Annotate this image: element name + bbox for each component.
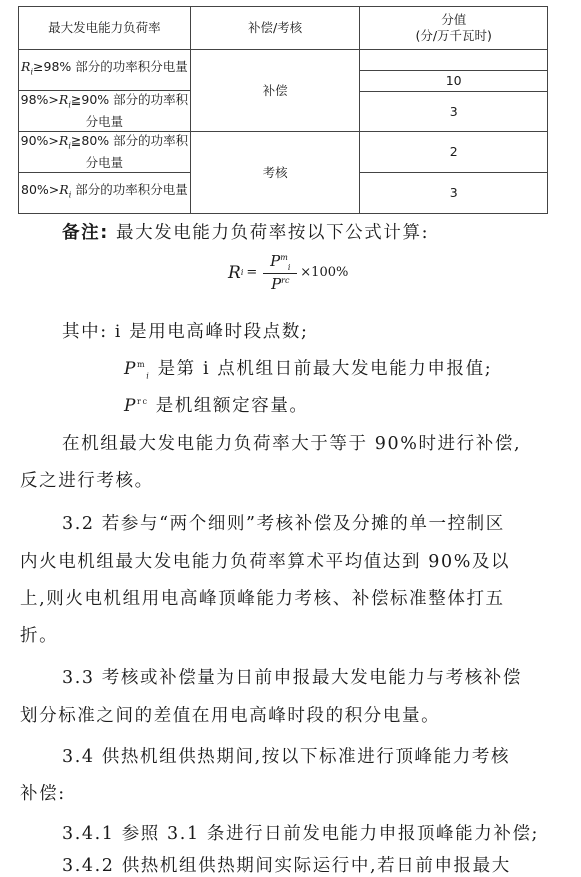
- row-desc-sub: i: [68, 190, 72, 200]
- def-p2-text: 是机组额定容量。: [155, 396, 309, 416]
- header-score-title: 分值: [441, 12, 467, 27]
- body-line: 折。: [20, 626, 59, 646]
- formula-lhs: R: [228, 262, 241, 283]
- row-desc-text: ≧80% 部分的功率积分电量: [70, 133, 189, 170]
- fraction-bar: [263, 273, 297, 274]
- row-desc-4: [19, 173, 191, 214]
- def-i-text: 是用电高峰时段点数;: [129, 322, 309, 342]
- row-desc-1: [19, 50, 191, 91]
- denominator-symbol: P: [271, 275, 282, 293]
- row-desc-var: R: [58, 92, 69, 108]
- row-desc-text: ≥98% 部分的功率积分电量: [33, 59, 188, 75]
- value-1-cell: 10: [360, 71, 548, 92]
- row-desc-text: ≧90% 部分的功率积分电量: [70, 92, 189, 129]
- def-p1-sub: i: [146, 371, 151, 381]
- row-desc-pre: 98%>: [20, 92, 59, 108]
- header-score: [360, 7, 548, 50]
- numerator-sup: m: [280, 253, 288, 262]
- body-line: 3.3 考核或补偿量为日前申报最大发电能力与考核补偿: [62, 668, 522, 688]
- row-desc-sub: i: [30, 67, 34, 77]
- body-line: 划分标准之间的差值在用电高峰时段的积分电量。: [20, 706, 441, 726]
- value-1: [360, 50, 548, 71]
- row-desc-var: R: [58, 133, 69, 149]
- note-line: [62, 219, 429, 244]
- header-load-rate: 最大发电能力负荷率: [19, 7, 191, 50]
- row-desc-var: R: [59, 182, 69, 198]
- value-2: 3: [360, 92, 548, 132]
- row-desc-var: R: [21, 59, 31, 75]
- formula-eq: =: [246, 265, 258, 280]
- row-desc-3: [19, 132, 191, 173]
- def-p1-sup: m: [137, 360, 147, 370]
- compensation-table: [18, 6, 548, 214]
- body-line: 内火电机组最大发电能力负荷率算术平均值达到 90%及以: [20, 552, 511, 572]
- row-desc-2: [19, 91, 191, 132]
- table-row: [19, 50, 548, 71]
- value-4: 3: [360, 173, 548, 214]
- body-line: 在机组最大发电能力负荷率大于等于 90%时进行补偿,: [62, 434, 522, 454]
- def-intro: 其中:: [62, 322, 108, 342]
- formula-lhs-sub: i: [240, 268, 244, 277]
- formula-numerator: [270, 252, 290, 272]
- table-header-row: [19, 7, 548, 50]
- formula-fraction: [263, 252, 297, 293]
- formula-denominator: [271, 275, 289, 293]
- def-p1-text: 是第 i 点机组日前最大发电能力申报值;: [157, 359, 493, 379]
- type-compensation: 补偿: [190, 50, 360, 132]
- body-line: 3.4.1 参照 3.1 条进行日前发电能力申报顶峰能力补偿;: [62, 824, 540, 844]
- denominator-sup: rc: [281, 276, 290, 285]
- def-i-symbol: i: [114, 322, 122, 342]
- note-label: 备注:: [62, 223, 109, 243]
- row-desc-sub: i: [68, 100, 71, 110]
- def-p2-line: [124, 392, 309, 417]
- row-desc-pre: 80%>: [21, 182, 60, 198]
- def-p1-line: [124, 355, 492, 381]
- def-p2-sup: rc: [137, 397, 149, 407]
- body-line: 3.2 若参与“两个细则”考核补偿及分摊的单一控制区: [62, 514, 505, 534]
- load-rate-formula: [228, 252, 348, 293]
- body-line: 反之进行考核。: [20, 471, 154, 491]
- body-line: 上,则火电机组用电高峰顶峰能力考核、补偿标准整体打五: [20, 589, 505, 609]
- def-p2-symbol: P: [124, 396, 138, 416]
- formula-multiplier: ×100%: [300, 265, 349, 280]
- body-line: 3.4 供热机组供热期间,按以下标准进行顶峰能力考核: [62, 747, 511, 767]
- row-desc-pre: 90%>: [20, 133, 59, 149]
- header-type: 补偿/考核: [190, 7, 360, 50]
- numerator-sub: i: [287, 263, 291, 272]
- value-3: 2: [360, 132, 548, 173]
- header-score-unit: (分/万千瓦时): [415, 28, 492, 43]
- def-i-line: [62, 318, 309, 343]
- type-assessment: 考核: [190, 132, 360, 214]
- body-line: 补偿:: [20, 784, 66, 804]
- numerator-symbol: P: [270, 252, 281, 270]
- row-desc-text: 部分的功率积分电量: [71, 182, 188, 198]
- body-line: 3.4.2 供热机组供热期间实际运行中,若日前申报最大: [62, 856, 511, 876]
- note-text: 最大发电能力负荷率按以下公式计算:: [115, 223, 430, 243]
- def-p1-symbol: P: [124, 359, 138, 379]
- row-desc-sub: i: [68, 141, 71, 151]
